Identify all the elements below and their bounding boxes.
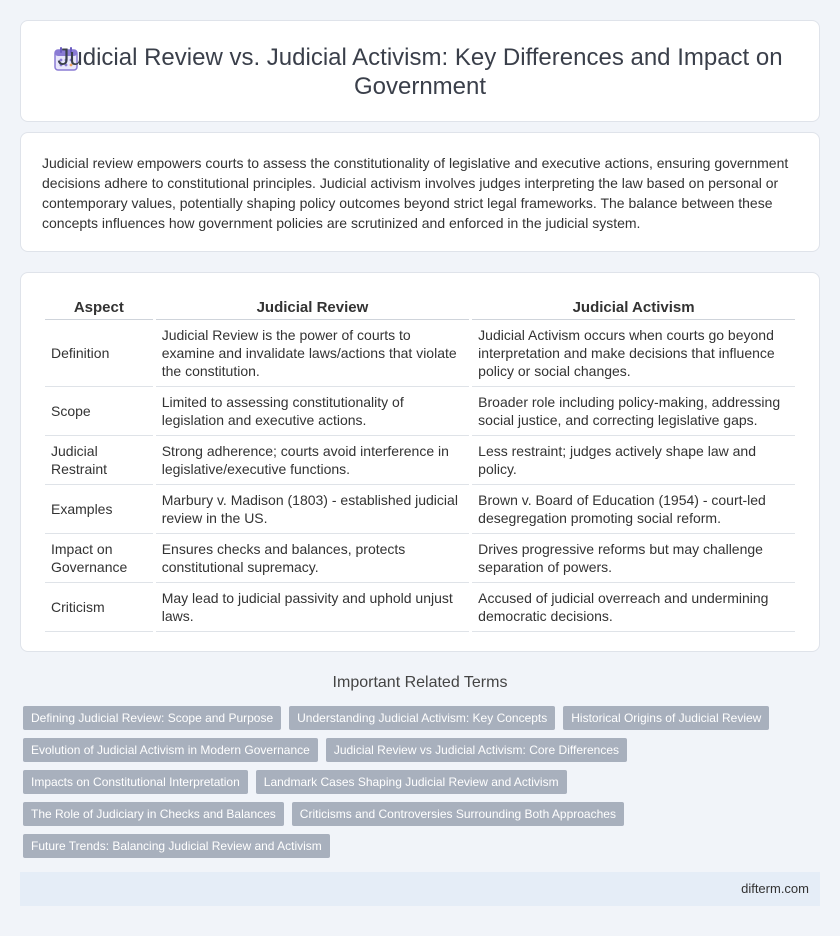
row-activism: Broader role including policy-making, addressing social justice, and correcting legislative gaps. — [472, 387, 795, 436]
row-review: Ensures checks and balances, protects constitutional supremacy. — [156, 534, 469, 583]
table-row — [45, 387, 795, 436]
comparison-table — [42, 293, 798, 632]
row-review: Marbury v. Madison (1803) - established judicial review in the US. — [156, 485, 469, 534]
related-term-tag[interactable]: The Role of Judiciary in Checks and Balances — [23, 802, 284, 826]
tag-row — [23, 738, 627, 762]
header-judicial-review: Judicial Review — [156, 293, 469, 320]
row-review: Limited to assessing constitutionality of legislation and executive actions. — [156, 387, 469, 436]
row-activism: Less restraint; judges actively shape law and policy. — [472, 436, 795, 485]
related-term-tag[interactable]: Criticisms and Controversies Surrounding Both Approaches — [292, 802, 624, 826]
row-activism: Drives progressive reforms but may challenge separation of powers. — [472, 534, 795, 583]
row-activism: Accused of judicial overreach and undermining democratic decisions. — [472, 583, 795, 632]
row-review: May lead to judicial passivity and uphold unjust laws. — [156, 583, 469, 632]
intro-card — [20, 132, 820, 252]
header-judicial-activism: Judicial Activism — [472, 293, 795, 320]
related-term-tag[interactable]: Judicial Review vs Judicial Activism: Core Differences — [326, 738, 627, 762]
row-activism: Brown v. Board of Education (1954) - court-led desegregation promoting social reform. — [472, 485, 795, 534]
table-header-row — [45, 293, 795, 320]
related-term-tag[interactable]: Impacts on Constitutional Interpretation — [23, 770, 248, 794]
related-term-tag[interactable]: Historical Origins of Judicial Review — [563, 706, 769, 730]
row-activism: Judicial Activism occurs when courts go beyond interpretation and make decisions that influence policy or social changes. — [472, 320, 795, 387]
table-row — [45, 534, 795, 583]
row-aspect: Scope — [45, 387, 153, 436]
footer-site-link[interactable]: difterm.com — [741, 881, 809, 896]
table-row — [45, 583, 795, 632]
row-aspect: Definition — [45, 320, 153, 387]
related-terms-heading: Important Related Terms — [332, 674, 508, 691]
row-aspect: Criticism — [45, 583, 153, 632]
related-term-tag[interactable]: Understanding Judicial Activism: Key Concepts — [289, 706, 555, 730]
row-aspect: Examples — [45, 485, 153, 534]
row-review: Strong adherence; courts avoid interference in legislative/executive functions. — [156, 436, 469, 485]
title-card — [20, 20, 820, 122]
tag-row — [23, 834, 330, 858]
tag-row — [23, 802, 624, 826]
table-row — [45, 436, 795, 485]
row-aspect: Impact on Governance — [45, 534, 153, 583]
row-aspect: Judicial Restraint — [45, 436, 153, 485]
tag-row — [23, 770, 567, 794]
related-term-tag[interactable]: Landmark Cases Shaping Judicial Review and Activism — [256, 770, 567, 794]
tag-row — [23, 706, 769, 730]
footer — [20, 872, 820, 906]
related-term-tag[interactable]: Future Trends: Balancing Judicial Review and Activism — [23, 834, 330, 858]
row-review: Judicial Review is the power of courts to examine and invalidate laws/actions that violate the constitution. — [156, 320, 469, 387]
table-row — [45, 485, 795, 534]
header-aspect: Aspect — [45, 293, 153, 320]
table-row — [45, 320, 795, 387]
page-title: Judicial Review vs. Judicial Activism: Key Differences and Impact on Government — [57, 44, 783, 100]
related-term-tag[interactable]: Evolution of Judicial Activism in Modern Governance — [23, 738, 318, 762]
intro-paragraph: Judicial review empowers courts to assess the constitutionality of legislative and executive actions, ensuring government decisions adhere to constitutional principles. Judicial activism involves judges interpreting the law based on personal or contemporary values, potentially shaping policy outcomes beyond strict legal frameworks. The balance between these concepts influences how government policies are scrutinized and enforced in the judicial system. — [42, 155, 789, 231]
comparison-card — [20, 272, 820, 652]
related-term-tag[interactable]: Defining Judicial Review: Scope and Purpose — [23, 706, 281, 730]
